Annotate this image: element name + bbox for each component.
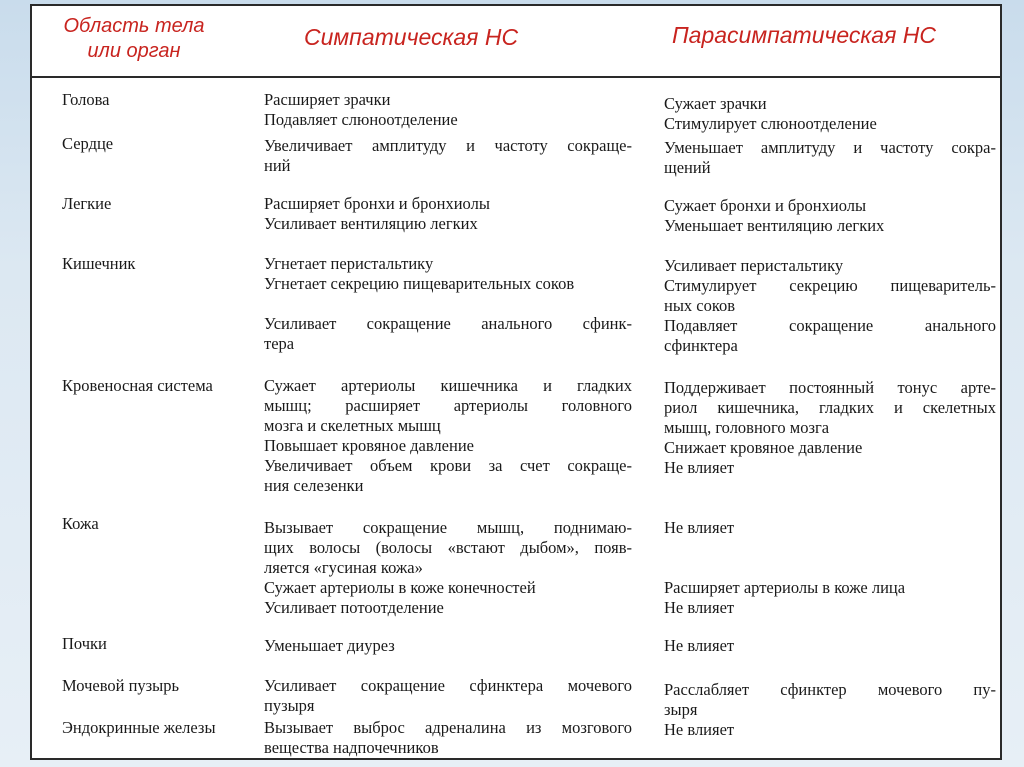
sympathetic-cell bbox=[264, 136, 632, 176]
text-line: Уменьшает диурез bbox=[264, 636, 395, 655]
text-line: Угнетает перистальтику bbox=[264, 254, 434, 273]
text-line: Поддерживает постоянный тонус арте- bbox=[664, 378, 996, 397]
text-line: ний bbox=[264, 156, 291, 175]
sympathetic-cell bbox=[264, 376, 632, 496]
text-line: ния селезенки bbox=[264, 476, 364, 495]
organ-cell bbox=[62, 718, 272, 738]
text-line: Усиливает потоотделение bbox=[264, 598, 444, 617]
header-divider bbox=[32, 76, 1000, 78]
text-line: Не влияет bbox=[664, 458, 735, 477]
header-organ-line-1: Область тела bbox=[63, 15, 205, 37]
text-line: Не влияет bbox=[664, 636, 735, 655]
text-line: Увеличивает объем крови за счет сокраще- bbox=[264, 456, 632, 475]
text-line: ляется «гусиная кожа» bbox=[264, 558, 423, 577]
text-line: Сужает бронхи и бронхиолы bbox=[664, 196, 867, 215]
sympathetic-cell bbox=[264, 254, 632, 354]
text-line: Усиливает сокращение сфинктера мочевого bbox=[264, 676, 632, 695]
text-line: щений bbox=[664, 158, 711, 177]
organ-name: Кожа bbox=[62, 514, 99, 533]
spacer bbox=[264, 294, 632, 314]
text-line: вещества надпочечников bbox=[264, 738, 439, 757]
parasympathetic-cell bbox=[664, 138, 996, 178]
text-line: мозга и скелетных мышц bbox=[264, 416, 441, 435]
header-organ-line-2: или орган bbox=[87, 40, 181, 62]
sympathetic-cell bbox=[264, 718, 632, 758]
header-sympathetic: Симпатическая НС bbox=[304, 24, 519, 50]
text-line: сфинктера bbox=[664, 336, 738, 355]
text-line: Сужает зрачки bbox=[664, 94, 767, 113]
text-line: Повышает кровяное давление bbox=[264, 436, 474, 455]
spacer bbox=[664, 538, 996, 558]
comparison-table bbox=[30, 4, 1002, 760]
text-line: Не влияет bbox=[664, 720, 735, 739]
organ-cell bbox=[62, 676, 272, 696]
sympathetic-cell bbox=[264, 636, 632, 656]
header-parasympathetic: Парасимпатическая НС bbox=[672, 22, 936, 48]
text-line: Угнетает секрецию пищеварительных соков bbox=[264, 274, 575, 293]
text-line: Не влияет bbox=[664, 598, 735, 617]
organ-name: Голова bbox=[62, 90, 110, 109]
text-line: мышц, головного мозга bbox=[664, 418, 830, 437]
text-line: риол кишечника, гладких и скелетных bbox=[664, 398, 996, 417]
parasympathetic-cell bbox=[664, 720, 996, 740]
text-line: Уменьшает амплитуду и частоту сокра- bbox=[664, 138, 996, 157]
organ-name: Кишечник bbox=[62, 254, 136, 273]
organ-name: Сердце bbox=[62, 134, 114, 153]
sympathetic-cell bbox=[264, 518, 632, 618]
text-line: Сужает артериолы кишечника и гладких bbox=[264, 376, 632, 395]
organ-name: Эндокринные железы bbox=[62, 718, 216, 737]
parasympathetic-cell bbox=[664, 94, 996, 134]
text-line: тера bbox=[264, 334, 295, 353]
text-line: щих волосы (волосы «встают дыбом», появ- bbox=[264, 538, 632, 557]
text-line: Расширяет зрачки bbox=[264, 90, 391, 109]
text-line: ных соков bbox=[664, 296, 736, 315]
organ-cell bbox=[62, 90, 272, 110]
text-line: пузыря bbox=[264, 696, 315, 715]
text-line: зыря bbox=[664, 700, 698, 719]
text-line: Усиливает вентиляцию легких bbox=[264, 214, 478, 233]
text-line: Увеличивает амплитуду и частоту сокраще- bbox=[264, 136, 632, 155]
text-line: Уменьшает вентиляцию легких bbox=[664, 216, 885, 235]
sympathetic-cell bbox=[264, 194, 632, 234]
text-line: Сужает артериолы в коже конечностей bbox=[264, 578, 536, 597]
organ-name: Почки bbox=[62, 634, 107, 653]
text-line: Вызывает сокращение мышц, поднимаю- bbox=[264, 518, 632, 537]
text-line: Усиливает перистальтику bbox=[664, 256, 844, 275]
text-line: Стимулирует слюноотделение bbox=[664, 114, 877, 133]
text-line: Стимулирует секрецию пищеваритель- bbox=[664, 276, 996, 295]
spacer bbox=[664, 558, 996, 578]
text-line: Расширяет артериолы в коже лица bbox=[664, 578, 906, 597]
parasympathetic-cell bbox=[664, 680, 996, 720]
organ-cell bbox=[62, 134, 272, 154]
organ-cell bbox=[62, 514, 272, 534]
sympathetic-cell bbox=[264, 90, 632, 130]
text-line: мышц; расширяет артериолы головного bbox=[264, 396, 632, 415]
organ-cell bbox=[62, 254, 272, 274]
text-line: Не влияет bbox=[664, 518, 735, 537]
text-line: Расширяет бронхи и бронхиолы bbox=[264, 194, 490, 213]
organ-name: Легкие bbox=[62, 194, 112, 213]
text-line: Вызывает выброс адреналина из мозгового bbox=[264, 718, 632, 737]
parasympathetic-cell bbox=[664, 518, 996, 618]
text-line: Расслабляет сфинктер мочевого пу- bbox=[664, 680, 996, 699]
organ-cell bbox=[62, 376, 272, 396]
parasympathetic-cell bbox=[664, 196, 996, 236]
parasympathetic-cell bbox=[664, 256, 996, 356]
organ-cell bbox=[62, 194, 272, 214]
header-organ bbox=[54, 14, 214, 64]
text-line: Подавляет сокращение анального bbox=[664, 316, 996, 335]
sympathetic-cell bbox=[264, 676, 632, 716]
organ-name: Мочевой пузырь bbox=[62, 676, 180, 695]
parasympathetic-cell bbox=[664, 636, 996, 656]
text-line: Подавляет слюноотделение bbox=[264, 110, 458, 129]
organ-name: Кровеносная система bbox=[62, 376, 213, 395]
text-line: Снижает кровяное давление bbox=[664, 438, 863, 457]
text-line: Усиливает сокращение анального сфинк- bbox=[264, 314, 632, 333]
parasympathetic-cell bbox=[664, 378, 996, 478]
organ-cell bbox=[62, 634, 272, 654]
